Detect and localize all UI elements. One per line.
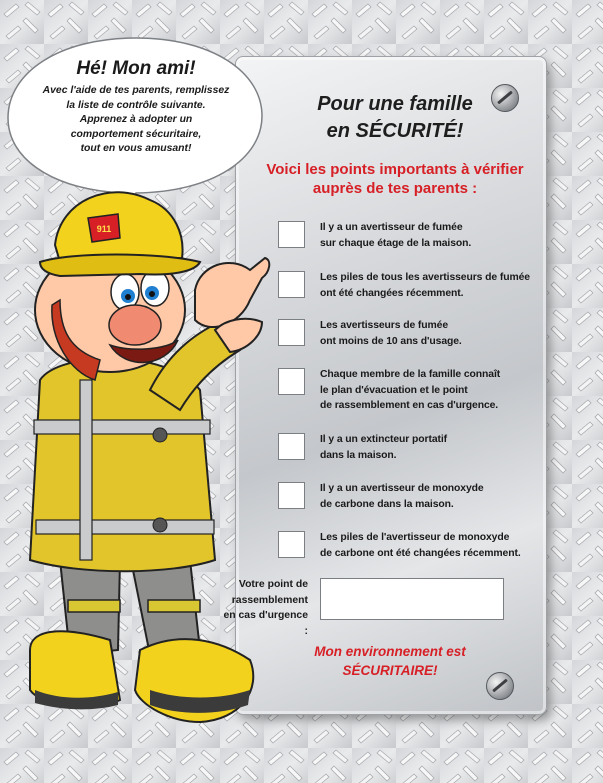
checklist-line: le plan d'évacuation et le point (320, 384, 468, 396)
panel-title-line: Pour une famille (317, 93, 473, 115)
bubble-line: la liste de contrôle suivante. (66, 99, 206, 111)
checklist-line: sur chaque étage de la maison. (320, 237, 472, 249)
checklist-item-text (320, 367, 540, 414)
checklist-line: Il y a un avertisseur de monoxyde (320, 483, 484, 494)
checklist-line: dans la maison. (320, 449, 397, 461)
checklist-item-text (320, 481, 540, 512)
checklist-line: de carbone dans la maison. (320, 498, 454, 510)
bubble-line: Avec l'aide de tes parents, remplissez (42, 85, 230, 96)
gathering-point-label-line: rassemblement (231, 594, 308, 606)
checklist-item-text (320, 220, 540, 251)
panel-subtitle-line: Voici les points importants à vérifier (266, 161, 524, 178)
panel-title-line: en SÉCURITÉ! (326, 120, 464, 142)
checklist-checkbox[interactable] (278, 368, 305, 395)
checklist-item-text (320, 318, 540, 349)
footer-line: SÉCURITAIRE! (342, 663, 438, 678)
bubble-line: tout en vous amusant! (80, 143, 192, 154)
panel-title (250, 91, 540, 145)
bubble-title: Hé! Mon ami! (76, 58, 196, 79)
checklist-checkbox[interactable] (278, 531, 305, 558)
checklist-line: Les avertisseurs de fumée (320, 320, 449, 331)
footer-slogan (255, 642, 525, 680)
checklist-line: Les piles de l'avertisseur de monoxyde (320, 532, 510, 543)
bubble-line: Apprenez à adopter un (79, 114, 193, 125)
checklist-checkbox[interactable] (278, 319, 305, 346)
checklist-line: Les piles de tous les avertisseurs de fumée (320, 272, 530, 283)
checklist-checkbox[interactable] (278, 482, 305, 509)
checklist-item-text (320, 270, 540, 301)
checklist-checkbox[interactable] (278, 221, 305, 248)
checklist-line: Chaque membre de la famille connaît (320, 369, 501, 380)
footer-line: Mon environnement est (314, 644, 466, 659)
checklist-line: Il y a un avertisseur de fumée (320, 222, 463, 233)
panel-subtitle-line: auprès de tes parents : (312, 180, 478, 197)
checklist-item-text (320, 432, 540, 463)
checklist-line: de carbone ont été changées récemment. (320, 547, 521, 559)
gathering-point-label-line: en cas d'urgence : (223, 610, 308, 637)
checklist-line: ont été changées récemment. (320, 287, 464, 299)
panel-subtitle (240, 160, 550, 198)
helmet-badge-text: 911 (96, 224, 112, 234)
checklist-line: de rassemblement en cas d'urgence. (320, 400, 499, 411)
checklist-checkbox[interactable] (278, 433, 305, 460)
gathering-point-label (222, 577, 308, 639)
checklist-checkbox[interactable] (278, 271, 305, 298)
bubble-line: comportement sécuritaire, (70, 128, 202, 140)
checklist-line: ont moins de 10 ans d'usage. (320, 335, 462, 347)
gathering-point-label-line: Votre point de (238, 579, 308, 590)
gathering-point-field[interactable] (320, 578, 504, 620)
checklist-item-text (320, 530, 540, 561)
checklist-line: Il y a un extincteur portatif (320, 434, 448, 445)
